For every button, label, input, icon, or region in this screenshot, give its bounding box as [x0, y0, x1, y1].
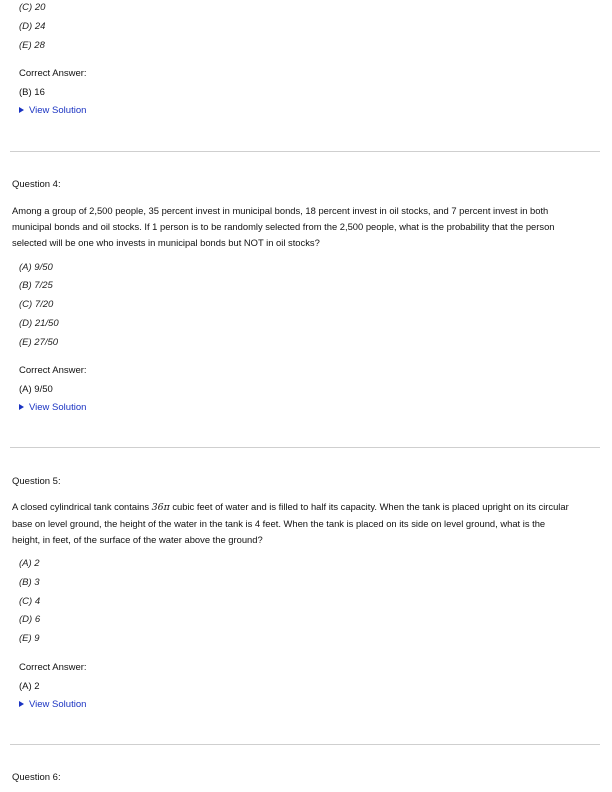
q5-text-pre: A closed cylindrical tank contains [12, 501, 152, 512]
q5-heading: Question 5: [12, 476, 61, 487]
q4-option-d: (D) 21/50 [19, 318, 59, 329]
q4-correct-answer-value: (A) 9/50 [19, 384, 53, 395]
q5-view-solution-link[interactable] [19, 699, 86, 710]
q4-text-line: Among a group of 2,500 people, 35 percent invest in municipal bonds, 18 percent invest in oil stocks, and 7 percent invest in both [12, 205, 549, 216]
q4-option-b: (B) 7/25 [19, 280, 53, 291]
q5-option-d: (D) 6 [19, 614, 41, 625]
divider [10, 151, 600, 152]
q3-option-e: (E) 28 [19, 40, 45, 51]
q5-option-c: (C) 4 [19, 596, 41, 607]
q3-correct-answer-label: Correct Answer: [19, 68, 87, 79]
q5-option-e: (E) 9 [19, 633, 40, 644]
q5-correct-answer-label: Correct Answer: [19, 662, 87, 673]
q4-text-line: municipal bonds and oil stocks. If 1 person is to be randomly selected from the 2,500 people, what is the probability that the person [12, 221, 555, 232]
divider [10, 744, 600, 745]
q5-text-line: height, in feet, of the surface of the water above the ground? [12, 534, 263, 545]
q5-option-b: (B) 3 [19, 577, 40, 588]
q5-text-line [12, 499, 604, 516]
q5-text-line: base on level ground, the height of the water in the tank is 4 feet. When the tank is placed on its side on level ground, what is the [12, 518, 546, 529]
q3-correct-answer-value: (B) 16 [19, 87, 45, 98]
divider [10, 447, 600, 448]
q4-option-e: (E) 27/50 [19, 337, 59, 348]
q3-view-solution-link[interactable] [19, 105, 86, 116]
expand-triangle-icon [19, 701, 24, 707]
q5-view-solution-label: View Solution [29, 699, 87, 710]
q4-option-a: (A) 9/50 [19, 262, 53, 273]
q4-heading: Question 4: [12, 179, 61, 190]
q3-option-c: (C) 20 [19, 2, 46, 13]
q4-correct-answer-label: Correct Answer: [19, 365, 87, 376]
q5-text-post: cubic feet of water and is filled to half its capacity. When the tank is placed upright on its circular [169, 501, 569, 512]
expand-triangle-icon [19, 404, 24, 410]
q3-view-solution-label: View Solution [29, 105, 87, 116]
q6-heading: Question 6: [12, 772, 61, 783]
q5-text [12, 499, 604, 548]
q5-math-volume: 36π [151, 502, 170, 513]
q4-view-solution-label: View Solution [29, 402, 87, 413]
q5-correct-answer-value: (A) 2 [19, 681, 40, 692]
q5-option-a: (A) 2 [19, 558, 40, 569]
q4-view-solution-link[interactable] [19, 402, 86, 413]
q3-option-d: (D) 24 [19, 21, 46, 32]
q4-option-c: (C) 7/20 [19, 299, 54, 310]
q4-text-line: selected will be one who invests in municipal bonds but NOT in oil stocks? [12, 237, 320, 248]
expand-triangle-icon [19, 107, 24, 113]
q4-text [12, 203, 604, 251]
